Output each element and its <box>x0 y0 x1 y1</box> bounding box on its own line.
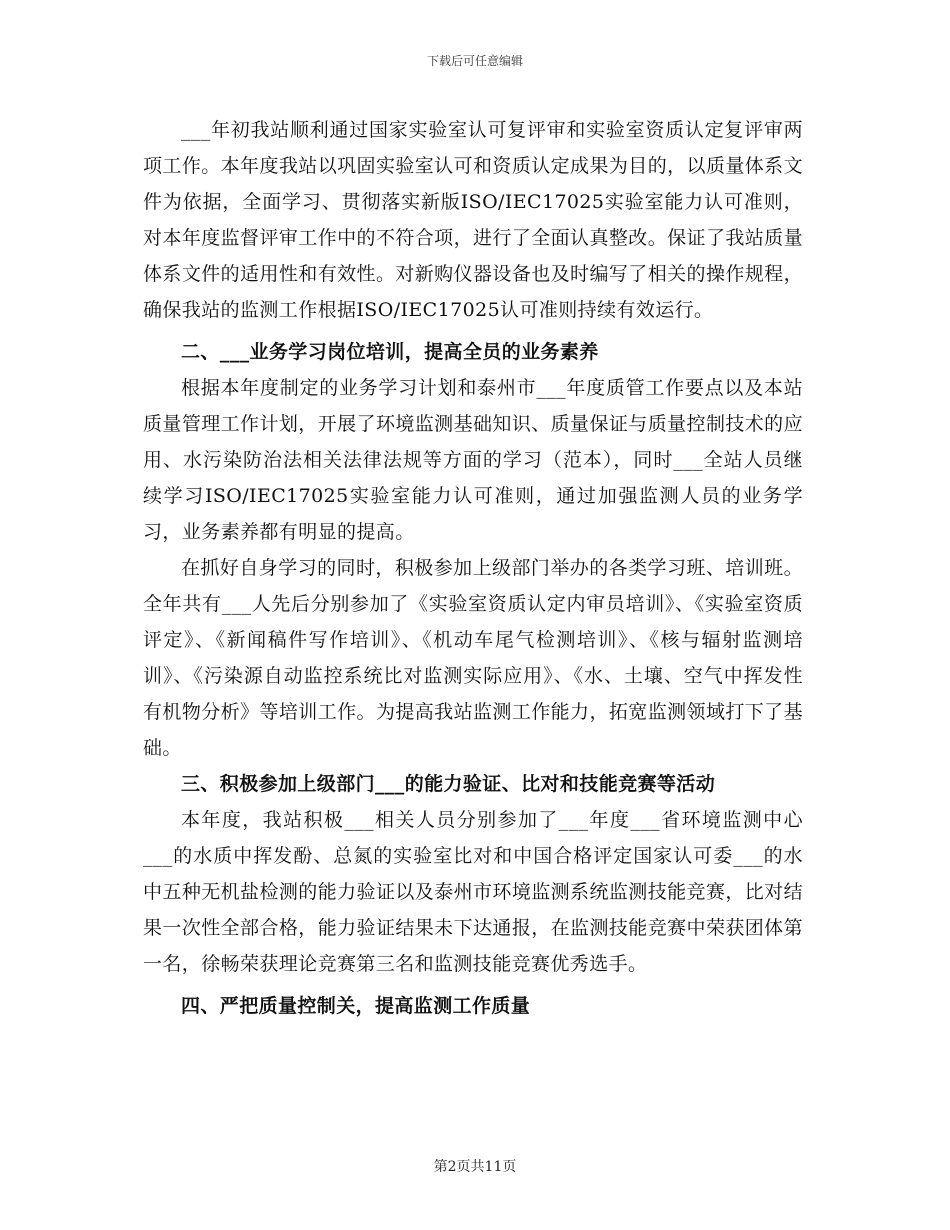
page-number: 第2页共11页 <box>433 1159 517 1175</box>
section-heading-4: 四、严把质量控制关，提高监测工作质量 <box>181 995 531 1017</box>
section-heading-3: 三、积极参加上级部门___的能力验证、比对和技能竞赛等活动 <box>181 773 716 795</box>
page-header: 下载后可任意编辑 <box>426 54 523 68</box>
document-body <box>143 112 803 1024</box>
paragraph-intro: ___年初我站顺利通过国家实验室认可复评审和实验室资质认定复评审两项工作。本年度我站以巩固实验室认可和资质认定成果为目的，以质量体系文件为依据，全面学习、贯彻落实新版ISO/IEC17025实验室能力认可准则，对本年度监督评审工作中的不符合项，进行了全面认真整改。保证了我站质量体系文件的适用性和有效性。对新购仪器设备也及时编写了相关的操作规程，确保我站的监测工作根据ISO/IEC17025认可准则持续有效运行。 <box>143 119 803 321</box>
paragraph-study-plan: 根据本年度制定的业务学习计划和泰州市___年度质管工作要点以及本站质量管理工作计划，开展了环境监测基础知识、质量保证与质量控制技术的应用、水污染防治法相关法律法规等方面的学习（范本），同时___全站人员继续学习ISO/IEC17025实验室能力认可准则，通过加强监测人员的业务学习，业务素养都有明显的提高。 <box>143 377 803 543</box>
paragraph-training: 在抓好自身学习的同时，积极参加上级部门举办的各类学习班、培训班。全年共有___人先后分别参加了《实验室资质认定内审员培训》、《实验室资质评定》、《新闻稿件写作培训》、《机动车尾气检测培训》、《核与辐射监测培训》、《污染源自动监控系统比对监测实际应用》、《水、土壤、空气中挥发性有机物分析》等培训工作。为提高我站监测工作能力，拓宽监测领域打下了基础。 <box>143 557 803 759</box>
section-heading-2: 二、___业务学习岗位培训，提高全员的业务素养 <box>181 341 599 363</box>
paragraph-competition: 本年度，我站积极___相关人员分别参加了___年度___省环境监测中心___的水质中挥发酚、总氮的实验室比对和中国合格评定国家认可委___的水中五种无机盐检测的能力验证以及泰州市环境监测系统监测技能竞赛，比对结果一次性全部合格，能力验证结果未下达通报，在监测技能竞赛中荣获团体第一名，徐畅荣获理论竞赛第三名和监测技能竞赛优秀选手。 <box>143 809 803 975</box>
